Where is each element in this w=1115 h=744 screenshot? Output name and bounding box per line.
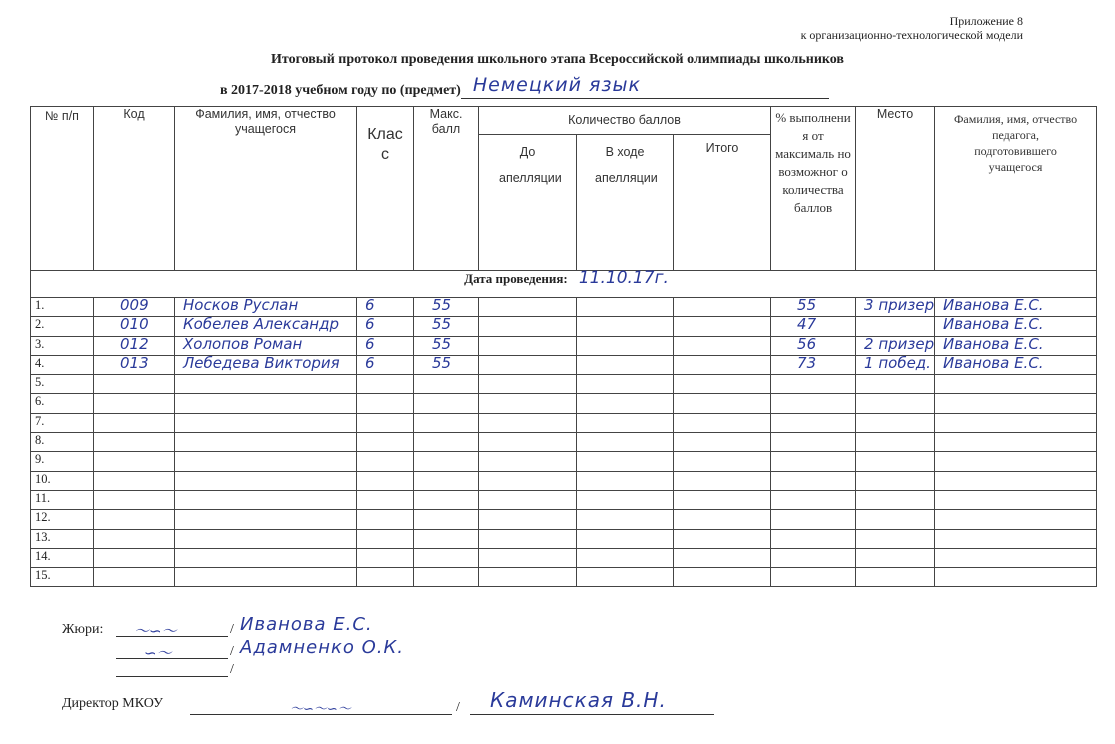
cell-class[interactable] bbox=[357, 490, 414, 509]
table-body bbox=[31, 298, 1097, 587]
teacher-value: Иванова Е.С. bbox=[943, 334, 1044, 353]
jury-signature-1: 〜∽〜 bbox=[134, 622, 177, 640]
cell-num: 13. bbox=[31, 529, 94, 548]
cell-during-appeal[interactable] bbox=[577, 336, 674, 355]
cell-num: 1. bbox=[31, 298, 94, 317]
cell-teacher[interactable] bbox=[935, 529, 1097, 548]
subject-value: Немецкий язык bbox=[472, 74, 641, 96]
name-value: Носков Руслан bbox=[183, 296, 299, 314]
table-row bbox=[31, 471, 1097, 490]
date-value: 11.10.17г. bbox=[578, 268, 669, 288]
cell-place[interactable] bbox=[856, 355, 935, 374]
header-place: Место bbox=[856, 107, 935, 271]
cell-code[interactable] bbox=[94, 298, 175, 317]
cell-max[interactable] bbox=[414, 336, 479, 355]
cell-name[interactable] bbox=[175, 529, 357, 548]
cell-class[interactable] bbox=[357, 452, 414, 471]
cell-num: 3. bbox=[31, 336, 94, 355]
cell-name[interactable] bbox=[175, 568, 357, 587]
cell-place[interactable] bbox=[856, 529, 935, 548]
class-value: 6 bbox=[365, 334, 375, 353]
header-teacher: Фамилия, имя, отчество педагога, подготовившего учащегося bbox=[935, 107, 1097, 271]
cell-name[interactable] bbox=[175, 336, 357, 355]
cell-max[interactable] bbox=[414, 510, 479, 529]
cell-place[interactable] bbox=[856, 510, 935, 529]
cell-class[interactable] bbox=[357, 413, 414, 432]
cell-place[interactable] bbox=[856, 568, 935, 587]
cell-percent[interactable] bbox=[771, 317, 856, 336]
cell-num: 12. bbox=[31, 510, 94, 529]
cell-max[interactable] bbox=[414, 375, 479, 394]
director-signature: 〜∽〜∽〜 bbox=[290, 702, 351, 717]
cell-before-appeal[interactable] bbox=[479, 568, 577, 587]
cell-code[interactable] bbox=[94, 548, 175, 567]
date-label: Дата проведения: bbox=[464, 271, 568, 286]
code-value: 012 bbox=[120, 334, 149, 353]
percent-value: 55 bbox=[797, 296, 817, 314]
table-row bbox=[31, 336, 1097, 355]
cell-total[interactable] bbox=[674, 529, 771, 548]
cell-total[interactable] bbox=[674, 568, 771, 587]
cell-num: 2. bbox=[31, 317, 94, 336]
cell-before-appeal[interactable] bbox=[479, 298, 577, 317]
cell-percent[interactable] bbox=[771, 413, 856, 432]
cell-max[interactable] bbox=[414, 452, 479, 471]
cell-percent[interactable] bbox=[771, 452, 856, 471]
cell-class[interactable] bbox=[357, 394, 414, 413]
cell-name[interactable] bbox=[175, 413, 357, 432]
cell-during-appeal[interactable] bbox=[577, 548, 674, 567]
table-row bbox=[31, 394, 1097, 413]
cell-class[interactable] bbox=[357, 298, 414, 317]
table-row bbox=[31, 490, 1097, 509]
header-num: № п/п bbox=[31, 107, 94, 271]
cell-before-appeal[interactable] bbox=[479, 471, 577, 490]
cell-total[interactable] bbox=[674, 548, 771, 567]
cell-percent[interactable] bbox=[771, 510, 856, 529]
cell-teacher[interactable] bbox=[935, 336, 1097, 355]
cell-code[interactable] bbox=[94, 317, 175, 336]
cell-place[interactable] bbox=[856, 413, 935, 432]
cell-total[interactable] bbox=[674, 413, 771, 432]
cell-teacher[interactable] bbox=[935, 433, 1097, 452]
cell-class[interactable] bbox=[357, 375, 414, 394]
cell-name[interactable] bbox=[175, 490, 357, 509]
cell-total[interactable] bbox=[674, 336, 771, 355]
cell-during-appeal[interactable] bbox=[577, 413, 674, 432]
cell-during-appeal[interactable] bbox=[577, 490, 674, 509]
jury-member-2: Адамненко О.К. bbox=[240, 637, 404, 658]
cell-code[interactable] bbox=[94, 471, 175, 490]
cell-class[interactable] bbox=[357, 529, 414, 548]
cell-code[interactable] bbox=[94, 490, 175, 509]
cell-class[interactable] bbox=[357, 548, 414, 567]
results-table bbox=[30, 106, 1097, 587]
cell-teacher[interactable] bbox=[935, 298, 1097, 317]
cell-name[interactable] bbox=[175, 375, 357, 394]
cell-place[interactable] bbox=[856, 548, 935, 567]
cell-teacher[interactable] bbox=[935, 471, 1097, 490]
cell-before-appeal[interactable] bbox=[479, 433, 577, 452]
cell-during-appeal[interactable] bbox=[577, 433, 674, 452]
cell-teacher[interactable] bbox=[935, 317, 1097, 336]
cell-code[interactable] bbox=[94, 355, 175, 374]
cell-before-appeal[interactable] bbox=[479, 317, 577, 336]
subject-prefix: в 2017-2018 учебном году по (предмет) bbox=[220, 83, 461, 98]
table-row bbox=[31, 413, 1097, 432]
cell-place[interactable] bbox=[856, 317, 935, 336]
cell-name[interactable] bbox=[175, 317, 357, 336]
name-value: Холопов Роман bbox=[183, 334, 303, 353]
cell-percent[interactable] bbox=[771, 548, 856, 567]
cell-percent[interactable] bbox=[771, 355, 856, 374]
cell-code[interactable] bbox=[94, 375, 175, 394]
cell-percent[interactable] bbox=[771, 394, 856, 413]
cell-percent[interactable] bbox=[771, 336, 856, 355]
table-row bbox=[31, 529, 1097, 548]
cell-during-appeal[interactable] bbox=[577, 529, 674, 548]
cell-max[interactable] bbox=[414, 529, 479, 548]
cell-before-appeal[interactable] bbox=[479, 548, 577, 567]
cell-teacher[interactable] bbox=[935, 510, 1097, 529]
cell-place[interactable] bbox=[856, 375, 935, 394]
jury-block bbox=[62, 622, 103, 638]
cell-num: 5. bbox=[31, 375, 94, 394]
cell-total[interactable] bbox=[674, 433, 771, 452]
cell-before-appeal[interactable] bbox=[479, 529, 577, 548]
cell-before-appeal[interactable] bbox=[479, 375, 577, 394]
cell-num: 10. bbox=[31, 471, 94, 490]
class-value: 6 bbox=[365, 315, 375, 334]
cell-code[interactable] bbox=[94, 452, 175, 471]
jury-label: Жюри: bbox=[62, 622, 104, 637]
cell-max[interactable] bbox=[414, 355, 479, 374]
place-value: 2 призер bbox=[864, 334, 935, 353]
cell-before-appeal[interactable] bbox=[479, 510, 577, 529]
jury-signature-line-3[interactable] bbox=[116, 664, 228, 677]
cell-during-appeal[interactable] bbox=[577, 452, 674, 471]
cell-total[interactable] bbox=[674, 452, 771, 471]
cell-code[interactable] bbox=[94, 433, 175, 452]
cell-place[interactable] bbox=[856, 452, 935, 471]
director-name: Каминская В.Н. bbox=[490, 688, 667, 712]
code-value: 010 bbox=[120, 315, 149, 334]
cell-num: 11. bbox=[31, 490, 94, 509]
cell-class[interactable] bbox=[357, 433, 414, 452]
table-row bbox=[31, 452, 1097, 471]
director-signature-line[interactable] bbox=[190, 698, 452, 715]
place-value: 3 призер bbox=[864, 296, 935, 314]
appendix-note bbox=[801, 14, 1023, 42]
teacher-value: Иванова Е.С. bbox=[943, 315, 1044, 334]
percent-value: 73 bbox=[797, 353, 817, 372]
document-title: Итоговый протокол проведения школьного этапа Всероссийской олимпиады школьников bbox=[270, 52, 844, 67]
cell-num: 9. bbox=[31, 452, 94, 471]
header-class: Клас с bbox=[357, 107, 414, 271]
table-row bbox=[31, 433, 1097, 452]
header-scores-group: Количество баллов bbox=[479, 107, 771, 135]
cell-max[interactable] bbox=[414, 317, 479, 336]
cell-during-appeal[interactable] bbox=[577, 568, 674, 587]
table-row bbox=[31, 298, 1097, 317]
cell-before-appeal[interactable] bbox=[479, 490, 577, 509]
cell-max[interactable] bbox=[414, 298, 479, 317]
cell-place[interactable] bbox=[856, 336, 935, 355]
cell-during-appeal[interactable] bbox=[577, 298, 674, 317]
cell-num: 7. bbox=[31, 413, 94, 432]
cell-num: 15. bbox=[31, 568, 94, 587]
jury-separator-2: / bbox=[230, 644, 234, 659]
cell-teacher[interactable] bbox=[935, 490, 1097, 509]
cell-before-appeal[interactable] bbox=[479, 413, 577, 432]
cell-teacher[interactable] bbox=[935, 375, 1097, 394]
header-name: Фамилия, имя, отчество учащегося bbox=[175, 107, 357, 271]
jury-separator-1: / bbox=[230, 622, 234, 637]
cell-max[interactable] bbox=[414, 548, 479, 567]
header-before-appeal: До апелляции bbox=[479, 135, 577, 271]
max-value: 55 bbox=[432, 296, 452, 314]
code-value: 013 bbox=[120, 353, 149, 372]
cell-teacher[interactable] bbox=[935, 355, 1097, 374]
cell-during-appeal[interactable] bbox=[577, 394, 674, 413]
cell-class[interactable] bbox=[357, 317, 414, 336]
teacher-value: Иванова Е.С. bbox=[943, 296, 1044, 314]
cell-percent[interactable] bbox=[771, 375, 856, 394]
subject-field[interactable] bbox=[461, 74, 829, 99]
cell-percent[interactable] bbox=[771, 529, 856, 548]
cell-name[interactable] bbox=[175, 510, 357, 529]
cell-max[interactable] bbox=[414, 568, 479, 587]
cell-percent[interactable] bbox=[771, 490, 856, 509]
cell-class[interactable] bbox=[357, 355, 414, 374]
cell-before-appeal[interactable] bbox=[479, 394, 577, 413]
header-during-appeal: В ходе апелляции bbox=[577, 135, 674, 271]
director-label: Директор МКОУ bbox=[62, 696, 163, 711]
jury-member-1: Иванова Е.С. bbox=[240, 614, 373, 635]
cell-total[interactable] bbox=[674, 298, 771, 317]
cell-num: 8. bbox=[31, 433, 94, 452]
director-separator: / bbox=[456, 700, 460, 715]
place-value: 1 побед. bbox=[864, 353, 931, 372]
appendix-subtitle: к организационно-технологической модели bbox=[800, 28, 1023, 42]
percent-value: 47 bbox=[797, 315, 817, 334]
cell-teacher[interactable] bbox=[935, 413, 1097, 432]
name-value: Кобелев Александр bbox=[183, 315, 340, 334]
cell-name[interactable] bbox=[175, 471, 357, 490]
percent-value: 56 bbox=[797, 334, 817, 353]
cell-total[interactable] bbox=[674, 394, 771, 413]
cell-place[interactable] bbox=[856, 433, 935, 452]
cell-code[interactable] bbox=[94, 568, 175, 587]
cell-total[interactable] bbox=[674, 471, 771, 490]
header-code: Код bbox=[94, 107, 175, 271]
cell-during-appeal[interactable] bbox=[577, 317, 674, 336]
cell-name[interactable] bbox=[175, 298, 357, 317]
cell-total[interactable] bbox=[674, 375, 771, 394]
jury-signature-2: ∽〜 bbox=[144, 644, 172, 662]
cell-percent[interactable] bbox=[771, 471, 856, 490]
cell-place[interactable] bbox=[856, 490, 935, 509]
cell-max[interactable] bbox=[414, 490, 479, 509]
cell-max[interactable] bbox=[414, 433, 479, 452]
cell-during-appeal[interactable] bbox=[577, 510, 674, 529]
name-value: Лебедева Виктория bbox=[183, 353, 340, 372]
cell-name[interactable] bbox=[175, 433, 357, 452]
cell-name[interactable] bbox=[175, 548, 357, 567]
table-row bbox=[31, 510, 1097, 529]
code-value: 009 bbox=[120, 296, 149, 314]
table-row bbox=[31, 317, 1097, 336]
appendix-number: Приложение 8 bbox=[949, 14, 1023, 28]
jury-separator-3: / bbox=[230, 662, 234, 677]
class-value: 6 bbox=[365, 296, 375, 314]
cell-during-appeal[interactable] bbox=[577, 375, 674, 394]
cell-place[interactable] bbox=[856, 471, 935, 490]
table-row bbox=[31, 355, 1097, 374]
cell-place[interactable] bbox=[856, 298, 935, 317]
cell-name[interactable] bbox=[175, 452, 357, 471]
max-value: 55 bbox=[432, 315, 452, 334]
cell-percent[interactable] bbox=[771, 298, 856, 317]
jury-signature-line-2[interactable] bbox=[116, 642, 228, 662]
cell-percent[interactable] bbox=[771, 568, 856, 587]
cell-total[interactable] bbox=[674, 510, 771, 529]
cell-code[interactable] bbox=[94, 413, 175, 432]
cell-code[interactable] bbox=[94, 336, 175, 355]
class-value: 6 bbox=[365, 353, 375, 372]
cell-max[interactable] bbox=[414, 413, 479, 432]
cell-num: 6. bbox=[31, 394, 94, 413]
date-row bbox=[31, 271, 1097, 298]
cell-code[interactable] bbox=[94, 529, 175, 548]
cell-before-appeal[interactable] bbox=[479, 336, 577, 355]
cell-code[interactable] bbox=[94, 394, 175, 413]
cell-during-appeal[interactable] bbox=[577, 355, 674, 374]
header-total: Итого bbox=[674, 135, 771, 271]
cell-name[interactable] bbox=[175, 394, 357, 413]
max-value: 55 bbox=[432, 353, 452, 372]
jury-signature-line-1[interactable] bbox=[116, 620, 228, 640]
cell-total[interactable] bbox=[674, 355, 771, 374]
cell-teacher[interactable] bbox=[935, 548, 1097, 567]
cell-place[interactable] bbox=[856, 394, 935, 413]
header-percent: % выполнени я от максималь но возможног о количества баллов bbox=[771, 107, 856, 271]
header-max: Макс. балл bbox=[414, 107, 479, 271]
cell-during-appeal[interactable] bbox=[577, 471, 674, 490]
table-row bbox=[31, 548, 1097, 567]
table-row bbox=[31, 568, 1097, 587]
cell-max[interactable] bbox=[414, 471, 479, 490]
cell-num: 4. bbox=[31, 355, 94, 374]
subject-line bbox=[220, 74, 829, 99]
cell-class[interactable] bbox=[357, 471, 414, 490]
cell-class[interactable] bbox=[357, 336, 414, 355]
cell-total[interactable] bbox=[674, 490, 771, 509]
cell-teacher[interactable] bbox=[935, 568, 1097, 587]
teacher-value: Иванова Е.С. bbox=[943, 353, 1044, 372]
cell-teacher[interactable] bbox=[935, 452, 1097, 471]
cell-total[interactable] bbox=[674, 317, 771, 336]
cell-max[interactable] bbox=[414, 394, 479, 413]
cell-before-appeal[interactable] bbox=[479, 355, 577, 374]
cell-name[interactable] bbox=[175, 355, 357, 374]
max-value: 55 bbox=[432, 334, 452, 353]
cell-percent[interactable] bbox=[771, 433, 856, 452]
cell-class[interactable] bbox=[357, 510, 414, 529]
cell-code[interactable] bbox=[94, 510, 175, 529]
cell-num: 14. bbox=[31, 548, 94, 567]
cell-teacher[interactable] bbox=[935, 394, 1097, 413]
table-row bbox=[31, 375, 1097, 394]
cell-class[interactable] bbox=[357, 568, 414, 587]
cell-before-appeal[interactable] bbox=[479, 452, 577, 471]
